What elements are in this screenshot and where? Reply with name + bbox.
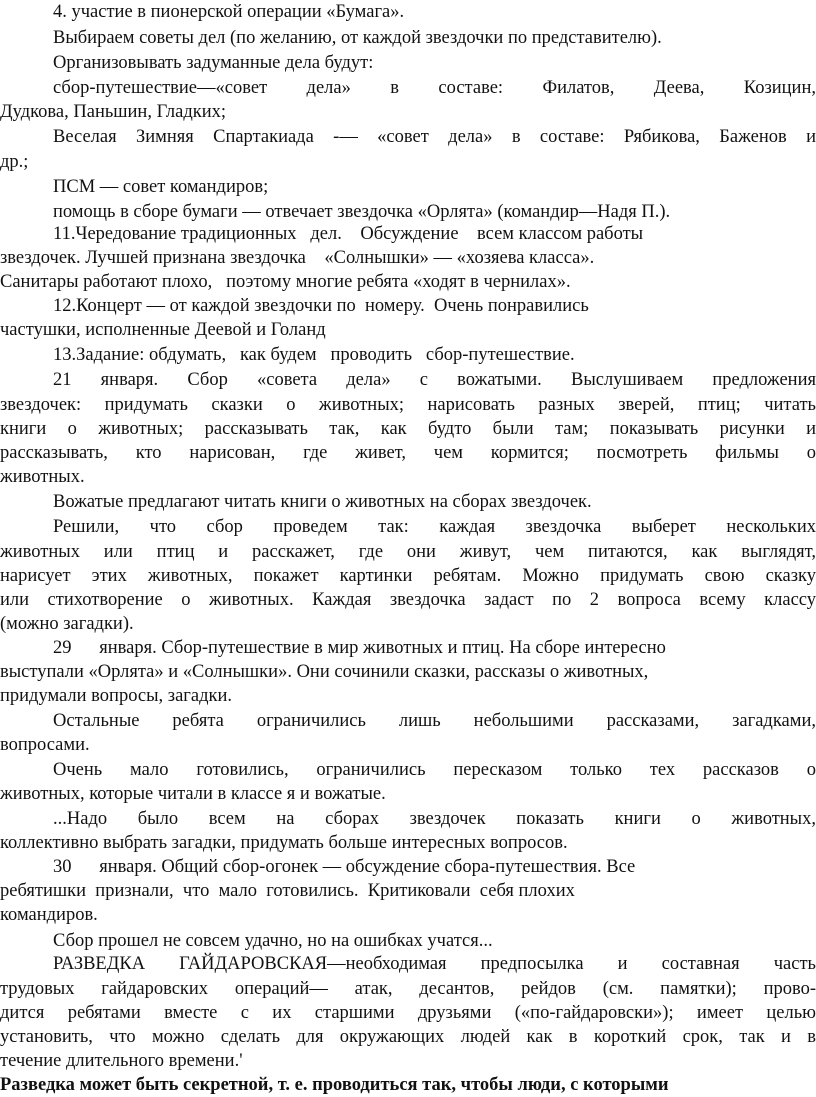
text-line: сбор-путешествие—«совет дела» в составе: Филатов, Деева, Козицин, bbox=[53, 78, 816, 98]
text-line: Санитары работают плохо, поэтому многие ребята «ходят в чернилах». bbox=[0, 272, 571, 292]
text-line: 11.Чередование традиционных дел. Обсуждение всем классом работы bbox=[53, 224, 644, 244]
text-line: Вожатые предлагают читать книги о животных на сборах звездочек. bbox=[53, 492, 592, 512]
text-line: ПСМ — совет командиров; bbox=[53, 177, 269, 197]
text-line: 12.Концерт — от каждой звездочки по номеру. Очень понравились bbox=[53, 296, 589, 316]
text-line: Организовывать задуманные дела будут: bbox=[53, 53, 374, 73]
text-line: звездочек. Лучшей признана звездочка «Солнышки» — «хозяева класса». bbox=[0, 248, 595, 268]
text-line: 4. участие в пионерской операции «Бумага». bbox=[53, 2, 405, 22]
text-line: придумали вопросы, загадки. bbox=[0, 686, 233, 706]
text-line: 30 января. Общий сбор-огонек — обсуждение сбора-путешествия. Все bbox=[53, 857, 636, 877]
text-line: 21 января. Сбор «совета дела» с вожатыми. Выслушиваем предложения bbox=[53, 370, 816, 390]
text-line: звездочек: придумать сказки о животных; нарисовать разных зверей, птиц; читать bbox=[0, 395, 816, 415]
text-line: (можно загадки). bbox=[0, 614, 134, 634]
text-line: 29 января. Сбор-путешествие в мир животных и птиц. На сборе интересно bbox=[53, 638, 666, 658]
text-line: вопросами. bbox=[0, 735, 90, 755]
text-line: или стихотворение о животных. Каждая звездочка задаст по 2 вопроса всему классу bbox=[0, 590, 816, 610]
text-line: 13.Задание: обдумать, как будем проводить сбор-путешествие. bbox=[53, 345, 575, 365]
text-line: Решили, что сбор проведем так: каждая звездочка выберет нескольких bbox=[53, 517, 816, 537]
text-line: РАЗВЕДКА ГАЙДАРОВСКАЯ—необходимая предпосылка и составная часть bbox=[53, 954, 816, 974]
text-line: Очень мало готовились, ограничились пересказом только тех рассказов о bbox=[53, 760, 816, 780]
text-line: Сбор прошел не совсем удачно, но на ошибках учатся... bbox=[53, 931, 493, 951]
text-line: дится ребятами вместе с их старшими друзьями («по-гайдаровски»); имеет целью bbox=[0, 1003, 816, 1023]
text-line: животных. bbox=[0, 467, 85, 487]
text-line: течение длительного времени.' bbox=[0, 1051, 243, 1071]
text-line: книги о животных; рассказывать так, как будто были там; показывать рисунки и bbox=[0, 419, 816, 439]
text-line: Выбираем советы дел (по желанию, от каждой звездочки по представителю). bbox=[53, 28, 662, 48]
text-line: рассказывать, кто нарисован, где живет, чем кормится; посмотреть фильмы о bbox=[0, 443, 816, 463]
text-line: трудовых гайдаровских операций— атак, десантов, рейдов (см. памятки); прово- bbox=[0, 979, 816, 999]
text-line: Веселая Зимняя Спартакиада -— «совет дела» в составе: Рябикова, Баженов и bbox=[53, 127, 816, 147]
text-line: помощь в сборе бумаги — отвечает звездочка «Орлята» (командир—Надя П.). bbox=[53, 202, 671, 222]
text-line: установить, что можно сделать для окружающих людей как в короткий срок, так и в bbox=[0, 1027, 816, 1047]
text-line: ребятишки признали, что мало готовились. Критиковали себя плохих bbox=[0, 881, 575, 901]
text-line: Дудкова, Паньшин, Гладких; bbox=[0, 102, 227, 122]
text-line: животных, которые читали в классе я и вожатые. bbox=[0, 784, 386, 804]
text-line: Разведка может быть секретной, т. е. проводиться так, чтобы люди, с которыми bbox=[0, 1075, 669, 1095]
text-line: частушки, исполненные Деевой и Голанд bbox=[0, 320, 326, 340]
text-line: командиров. bbox=[0, 905, 98, 925]
text-line: Остальные ребята ограничились лишь небольшими рассказами, загадками, bbox=[53, 711, 816, 731]
text-line: др.; bbox=[0, 152, 29, 172]
text-line: нарисует этих животных, покажет картинки ребятам. Можно придумать свою сказку bbox=[0, 566, 816, 586]
text-line: ...Надо было всем на сборах звездочек показать книги о животных, bbox=[53, 809, 816, 829]
text-line: животных или птиц и расскажет, где они живут, чем питаются, как выглядят, bbox=[0, 542, 816, 562]
text-line: коллективно выбрать загадки, придумать больше интересных вопросов. bbox=[0, 833, 568, 853]
text-line: выступали «Орлята» и «Солнышки». Они сочинили сказки, рассказы о животных, bbox=[0, 662, 649, 682]
